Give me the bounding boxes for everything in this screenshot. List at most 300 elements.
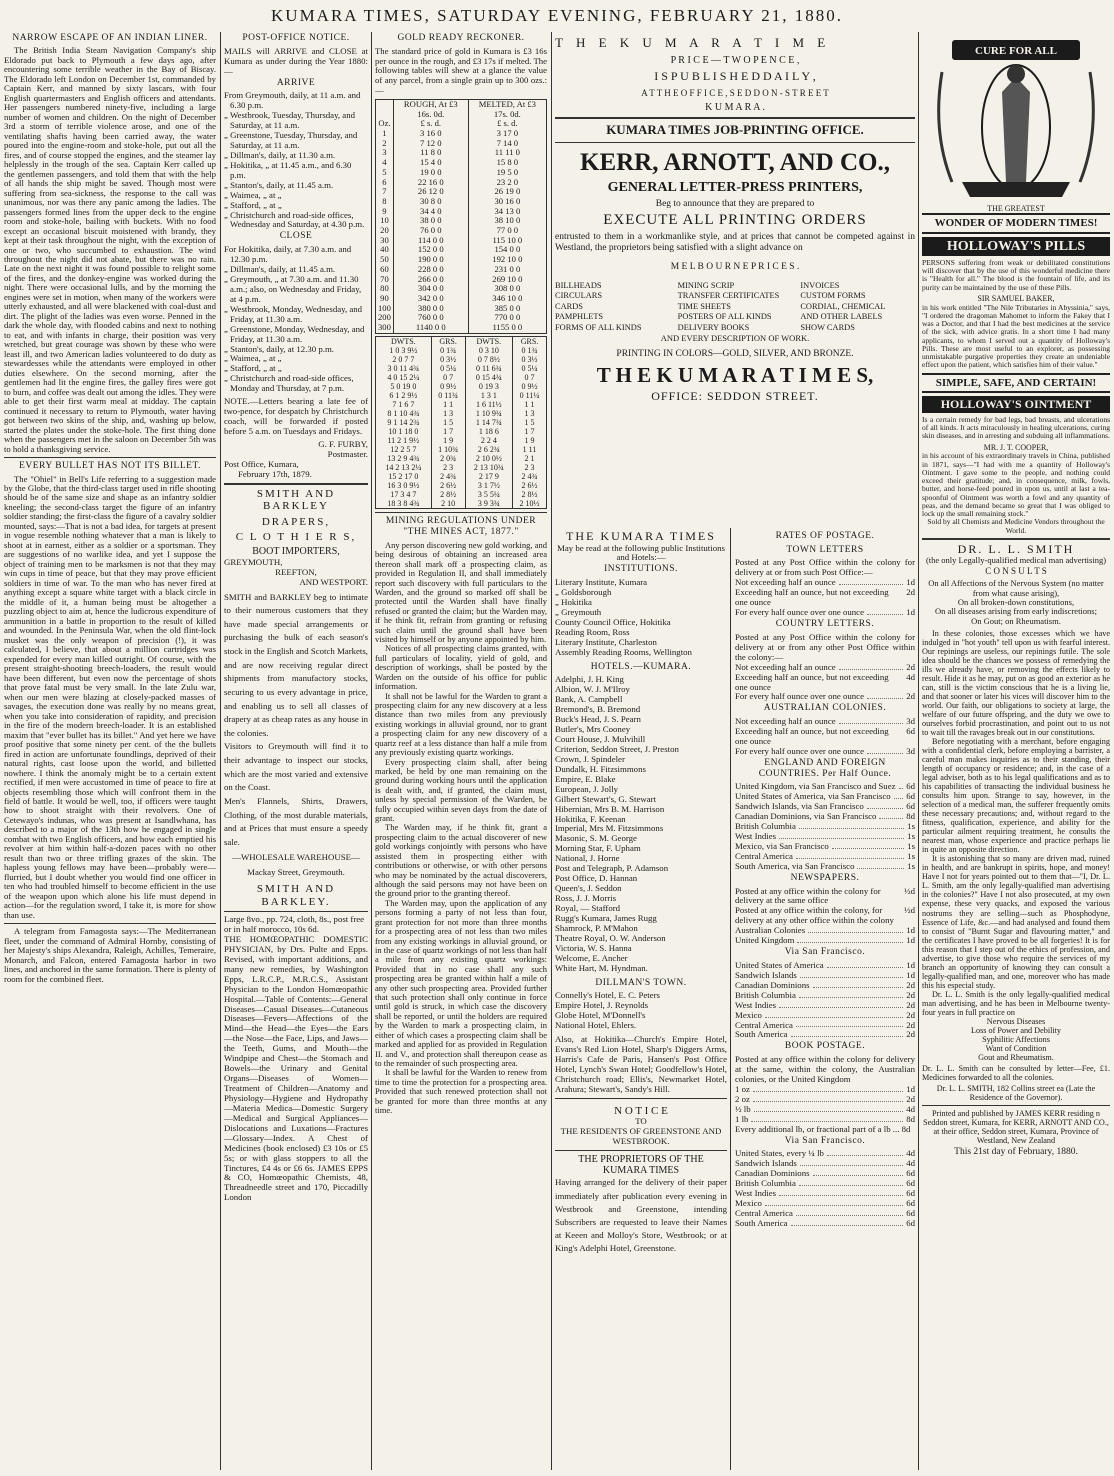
postage-title: RATES OF POSTAGE. (775, 531, 875, 541)
table-cell: 2 2 4 (465, 436, 513, 445)
arrive-list (224, 91, 368, 230)
mining-title: MINING REGULATIONS UNDER "THE MINES ACT, 1877." (385, 516, 537, 538)
rate-label: British Columbia (735, 1178, 796, 1189)
rate-label: Central America (735, 850, 793, 861)
rate-dots (800, 1159, 903, 1166)
arrive-item: „ Waimea, „ at „ (224, 189, 282, 200)
table-row (376, 294, 547, 304)
rate-dots (751, 1115, 903, 1122)
table-cell: 152 0 0 (393, 245, 468, 255)
mining-paragraph: It shall not be lawful for the Warden to grant a prospecting claim for any new discovery at a less distance than two miles from any previously existing workings in alluvial ground, nor to grant a prospecting claim for any new discovery of a quartz reef at a less distance than half a mile from any previously existing quartz workings. (375, 690, 547, 758)
print-item: TIME SHEETS (677, 301, 731, 311)
arrive-item: „ Hokitika, „ at 11.45 a.m., and 6.30 p.m. (224, 159, 352, 180)
table-cell: GRS. (513, 336, 547, 346)
mining-paragraph: The Warden may, if he think fit, grant a prospecting claim to the actual discoverer of new gold workings conjointly with persons who have assisted them in prospecting either with contributions or otherwise, or with other persons who may be nominated by the actual discoverers, although the said persons may not have been on the ground prior to the granting thereof. (375, 822, 547, 899)
mining-paragraph: It shall be lawful for the Warden to renew from time to time the protection for a prospecting area. Provided that such renewed protection shall not be granted for more than three months at any time. (375, 1067, 547, 1116)
rate-value: 6d (906, 791, 915, 802)
rate-value: 2d (906, 979, 915, 990)
hotel-item: Post Office, D. Hannan (555, 873, 638, 884)
rate-value: 4d (906, 1103, 915, 1114)
rate-label: West Indies (735, 1188, 777, 1199)
ad-line: C L O T H I E R S, (235, 530, 357, 543)
table-cell: 30 8 0 (393, 197, 468, 207)
table-row (376, 323, 547, 333)
item-grid (555, 281, 915, 332)
rate-label: Exceeding half an ounce, but not exceeding one ounce (735, 587, 889, 608)
table-cell: 19 5 0 (468, 168, 546, 178)
table-cell: 0 7 (513, 373, 547, 382)
table-cell: 15 4 0 (393, 158, 468, 168)
hotel-item: Rugg's Kumara, James Rugg (555, 912, 657, 923)
rate-row (735, 608, 915, 618)
table-row (376, 187, 547, 197)
close-item: „ Christchurch and road-side offices, Monday and Thursday, at 7 p.m. (224, 373, 354, 394)
table-row (376, 119, 547, 129)
rate-value: 6d (906, 1207, 915, 1218)
rate-dots (867, 802, 903, 809)
rate-value: 1s (907, 860, 915, 871)
table-cell: 2 6½ (431, 481, 465, 490)
table-row (376, 197, 547, 207)
table-cell: 15 2 17 0 (376, 472, 432, 481)
table-cell: 1 0 3 9½ (376, 346, 432, 355)
table-cell: 5 (376, 168, 394, 178)
institutions-list (555, 578, 727, 658)
baker-body: in his work entitled "The Nile Tributaries in Abyssinia," says, "I ordered the dragoman Mahomet to inform the Fakey that I was a Doctor, and that I had the best medicines at the service of the sick, with advice gratis. In a short time I had many applicants, to whom I served out a quantity of Holloway's Pills. These are most useful to an explorer, as possessing unmistakable purgative properties they create an undeniable effect upon the patient, which satisfies him of their value." (922, 302, 1110, 370)
table-cell: 22 16 0 (393, 178, 468, 188)
table-cell: 3 17 0 (468, 129, 546, 139)
table-cell: 2 8½ (513, 490, 547, 499)
table-cell: 18 3 8 4¾ (376, 499, 432, 509)
table-row (376, 418, 547, 427)
rate-dots (832, 842, 904, 849)
table-cell: 70 (376, 275, 394, 285)
town-letter-rates (735, 578, 915, 618)
job-printing-title: KUMARA TIMES JOB-PRINTING OFFICE. (606, 121, 864, 137)
table-cell: 50 (376, 255, 394, 265)
institution-item: Reading Room, Ross (555, 626, 630, 637)
rate-row (735, 906, 915, 926)
table-cell: 10 (376, 216, 394, 226)
table-cell: 1 1 (513, 400, 547, 409)
rate-dots (867, 747, 903, 754)
times-office: A T T H E O F F I C E , S E D D O N - S T R E E T (641, 87, 829, 98)
table-cell: 192 10 0 (468, 255, 546, 265)
ad-line: DRAPERS, (261, 515, 331, 528)
table-cell: 1155 0 0 (468, 323, 546, 333)
table-cell: 38 0 0 (393, 216, 468, 226)
rate-label: Mexico (735, 1198, 762, 1209)
hotel-item: Empire, E. Blake (555, 773, 616, 784)
country-letters-heading: COUNTRY LETTERS. (775, 619, 875, 630)
table-cell: 30 (376, 236, 394, 246)
table-cell: 1 3 1 (465, 391, 513, 400)
table-cell: 16 3 0 9½ (376, 481, 432, 490)
ad-line: REEFTON, (275, 566, 317, 577)
table-cell: 26 12 0 (393, 187, 468, 197)
institution-item: Literary Institute, Kumara (555, 577, 648, 588)
column-2 (224, 32, 368, 1470)
rate-label: Exceeding half an ounce, but not exceeding one ounce (735, 671, 889, 692)
rate-label: Not exceeding half an ounce (735, 577, 836, 588)
table-cell: 2 0 7 7 (376, 355, 432, 364)
table-cell: 1 3 (513, 409, 547, 418)
cure-banner: CURE FOR ALL (975, 45, 1057, 57)
column-4-top (555, 32, 915, 522)
institution-item: Literary Institute, Charleston (555, 636, 657, 647)
column-3 (375, 32, 547, 1470)
arrive-item: „ Christchurch and road-side offices, Wednesday and Saturday, at 4.30 p.m. (224, 209, 365, 230)
hotels-list (555, 675, 727, 973)
table-cell: 0 3½ (513, 355, 547, 364)
institution-item: „ Greymouth (555, 606, 602, 617)
cooper-body: in his account of his extraordinary travels in China, published in 1871, says—"I had with me a quantity of Holloway's Ointment. I gave some to the people, and nothing could exceed their gratitude; and, in consequence, milk, fowls, butter, and horse-feed poured in upon us, until at last a tea-spoonful of Ointment was worth a fowl and any quantity of peas, and the demand became so great that I was obliged to lock up the small remaining stock." (922, 451, 1110, 519)
dr-list-item: Nervous Diseases (986, 1016, 1046, 1026)
rate-value: 6d (906, 781, 915, 792)
table-cell: 8 (376, 197, 394, 207)
times-town: K U M A R A . (705, 101, 765, 113)
table-row (376, 454, 547, 463)
table-cell: 6 (376, 178, 394, 188)
table-cell: 0 7 8½ (465, 355, 513, 364)
rate-row (735, 588, 915, 608)
table-cell: 0 5¼ (431, 364, 465, 373)
print-item: DELIVERY BOOKS (677, 322, 750, 332)
table-row (376, 139, 547, 149)
entrusted-text: entrusted to them in a workmanlike style, and at prices that cannot be competed against in Westland, the proprietors being satisfied with a slight advance on (555, 232, 915, 254)
office-seddon: OFFICE: SEDDON STREET. (651, 389, 819, 404)
rate-value: 2d (906, 587, 915, 598)
table-cell: 200 (376, 313, 394, 323)
consult-line: On all diseases arising from early indiscretions; (935, 606, 1097, 617)
dillmans-list (555, 991, 727, 1031)
rate-dots (779, 1189, 903, 1196)
dr-list (922, 1017, 1110, 1062)
rate-row (735, 1105, 915, 1115)
rate-value: 1s (907, 840, 915, 851)
table-cell: 9 (376, 207, 394, 217)
hotel-item: Masonic, S. M. George (555, 833, 637, 844)
rate-row (735, 1219, 915, 1229)
rate-value: 6d (906, 1178, 915, 1189)
table-cell: 2 4¾ (431, 472, 465, 481)
ad-body: SMITH and BARKLEY beg to intimate to their numerous customers that they have made special arrangements or purchasing the bulk of each season's stock in the English and Scotch Markets, and are now receiving regular direct shipments from manufactory stocks, securing to us every advantage in price, and enabling us to sell all classes of drapery at as cheap rates as any house in the colonies. (224, 591, 368, 738)
notice-title: POST-OFFICE NOTICE. (242, 33, 350, 43)
mining-body (375, 541, 547, 1116)
holloways-ointment: HOLLOWAY'S OINTMENT (922, 396, 1110, 413)
table-cell: 77 0 0 (468, 226, 546, 236)
hotel-item: Victoria, W. S. Hanna (555, 942, 632, 953)
table-row (376, 129, 547, 139)
melted-heading: MELTED, At £3 17s. 0d. (468, 99, 546, 119)
rate-value: 6d (906, 726, 915, 737)
hotel-item: Buck's Head, J. S. Pearn (555, 714, 641, 725)
rate-value: 1d (906, 935, 915, 946)
rate-label: Exceeding half an ounce, but not exceeding one ounce (735, 726, 889, 746)
table-cell: 304 0 0 (393, 284, 468, 294)
close-item: „ Greymouth, „ at 7.30 a.m. and 11.30 a.m.; also, on Wednesday and Friday, at 4 p.m. (224, 273, 362, 304)
table-cell: 1 3 (431, 409, 465, 418)
table-cell: 5 0 19 0 (376, 382, 432, 391)
table-row (376, 355, 547, 364)
table-cell: 30 16 0 (468, 197, 546, 207)
beg-line: Beg to announce that they are prepared to (655, 198, 815, 209)
rate-label: West Indies (735, 831, 777, 842)
table-cell: 2 1 (513, 454, 547, 463)
rate-label: Not exceeding half an ounce (735, 716, 836, 727)
rate-row (735, 1030, 915, 1040)
table-cell: 8 1 10 4¾ (376, 409, 432, 418)
rate-label: United Kingdom (735, 935, 795, 946)
rate-value: 4d (906, 671, 915, 682)
notice-date: February 17th, 1879. (238, 468, 312, 479)
rate-label: 2 oz (735, 1093, 750, 1104)
rate-label: For every half ounce over one ounce (735, 691, 864, 702)
dillmans-heading: DILLMAN'S TOWN. (595, 977, 687, 988)
table-cell: 2 13 10¾ (465, 463, 513, 472)
execute-line: EXECUTE ALL PRINTING ORDERS (603, 212, 867, 229)
arrive-item: „ Stanton's, daily, at 11.45 a.m. (224, 179, 334, 190)
rate-row (735, 747, 915, 757)
via-sf2-heading: Via San Francisco. (784, 1135, 866, 1146)
table-cell: 11 8 0 (393, 148, 468, 158)
foreign-heading: ENGLAND AND FOREIGN COUNTRIES. Per Half Ounce. (758, 757, 892, 779)
table-cell: 0 1¾ (431, 346, 465, 355)
rate-label: Canadian Dominions (735, 979, 810, 990)
table-cell: 3 5 5¼ (465, 490, 513, 499)
institutions-heading: INSTITUTIONS. (604, 564, 678, 575)
masthead: KUMARA TIMES, SATURDAY EVENING, FEBRUARY 21, 1880. (271, 6, 843, 25)
article-body: The "Ohiel" in Bell's Life referring to a suggestion made by the Globe, that the third-class target used in rifle shooting should be of the same size and shape as an infantry soldier kneeling; the second-class target the figure of an infantry soldier standing; the first-class the figure of a cavalry soldier mounted, says:—That is not a bad idea, for targets at present in vogue resemble nothing whatever that a man is likely to shoot at in earnest, either as a soldier or a sportsman. They are suggestions of no warlike idea, and yet I suppose the object of training men to be marksmen is not that they may win cups in time of peace, but that they may prove efficient soldiers in time of war. To the man who has never fired at anything except a square white target with a black circle in the middle of it, a human being must be altogether a puzzling object to aim at, hence the ludicrous expenditure of ammunition in a battle in proportion to the result of killed and wounded. In the Peninsula War, when the old flint-lock musket was the only weapon of precision (!), it was calculated, I believe, that about a million cartridges was expended for every man killed outright. Of course, with the present straight-shooting breech-loaders, the result would have been different, but even now the percentage of shots that prove fatal must be very small. In the late Zulu war, when our men were blazing at closely-packed masses of savages, the execution done was really by no means great, when you take into consideration of rapidity, and precision in the fire of the modern breech-loader. It is an established maxim that "ever bullet has its billet." And yet here we have proof positive that some ninety per cent. of the the bullets fired in action are unfortunate foundlings, deprived of their natural rights, cast loose upon the world, and billetted nowhere. I think the anomaly might be to a certain extent rectified, if men were accustomed in time of peace to fire at objects resembling those which will confront them in the field of battle. It would be well, too, if officers were taught how to shoot straight with their revolvers. One of Cetewayo's indunas, who was present at Isandlwhana, has described to a major of the 13th how he engaged in single combat with two English officers, and how each emptied his revolver at him within half-a-dozen paces with no other result than two or three trifling grazes of the skin. The hapless young fellows may have been—probably were—flurried, but I doubt whether you would find one officer in ten who had troubled himself to become efficient in the use of the weapon upon which alone his life must depend in action—for the regulation sword, I take it, is more for show than use. (4, 473, 216, 920)
table-cell: 266 0 0 (393, 275, 468, 285)
arrive-item: „ Dillman's, daily, at 11.30 a.m. (224, 149, 336, 160)
table-row (376, 427, 547, 436)
rate-dots (779, 832, 904, 839)
table-cell: 0 1¾ (513, 346, 547, 355)
print-item: CARDS (555, 301, 583, 311)
rate-dots (799, 822, 904, 829)
hotel-item: Bremond's, B. Bremond (555, 704, 641, 715)
rate-label: United States, every ¼ lb (735, 1148, 824, 1159)
rate-label: British Columbia (735, 821, 796, 832)
rate-label: Canadian Dominions (735, 1168, 810, 1179)
hotel-item: Ross, J. J. Morris (555, 893, 617, 904)
rate-label: Posted at any office within the colony for delivery at the same office (735, 885, 881, 906)
hotel-item: Butler's, Mrs Cooney (555, 724, 631, 735)
rate-dots (813, 1169, 904, 1176)
table-cell: DWTS. (376, 336, 432, 346)
rate-dots (867, 692, 903, 699)
rate-value: 1s (907, 831, 915, 842)
table-cell: 20 (376, 226, 394, 236)
rate-value: 2d (906, 1019, 915, 1030)
rate-value: ½d (904, 885, 915, 896)
hotel-item: Albion, W. J. M'Ilroy (555, 684, 630, 695)
rate-label: Central America (735, 1207, 793, 1218)
arrive-item: „ Westbrook, Tuesday, Thursday, and Saturday, at 11 a.m. (224, 110, 355, 131)
table-cell: 1140 0 0 (393, 323, 468, 333)
table-row (376, 346, 547, 355)
rate-label: British Columbia (735, 989, 796, 1000)
table-cell: 100 (376, 304, 394, 314)
table-cell: 7 1 6 7 (376, 400, 432, 409)
proprietors-body: Having arranged for the delivery of their paper immediately after publication every evening in Westbrook and Greenstone, intending Subscribers are requested to leave their Names at Keeen and Molloy's Store, Westbrook; or at King's Adelphi Hotel, Greenstone. (555, 1177, 727, 1254)
column-5 (922, 32, 1110, 1470)
institutions-title: THE KUMARA TIMES (566, 530, 716, 543)
holloways-pills: HOLLOWAY'S PILLS (922, 237, 1110, 256)
rate-value: 6d (906, 1168, 915, 1179)
greatest: THE GREATEST (987, 203, 1045, 213)
rate-dots (827, 961, 904, 968)
table-cell: 308 0 0 (468, 284, 546, 294)
table-cell: 3 1 7½ (465, 481, 513, 490)
rate-value: 2d (906, 691, 915, 702)
rate-label: United Kingdom, via San Francisco and Suez (735, 781, 896, 792)
table-cell: 115 10 0 (468, 236, 546, 246)
rough-heading: ROUGH, At £3 16s. 0d. (393, 99, 468, 119)
table-cell: 1 6 11½ (465, 400, 513, 409)
table-cell: 190 0 0 (393, 255, 468, 265)
rate-value: 2d (906, 989, 915, 1000)
print-item: BILLHEADS (555, 280, 602, 290)
book-postage-intro: Posted at any office within the colony for delivery at the same, within the colony, the Australian colonies, or the United Kingdom (735, 1054, 915, 1084)
close-list (224, 245, 368, 394)
rate-row (735, 862, 915, 872)
notice-note: NOTE.—Letters bearing a late fee of two-pence, for despatch by Christchurch coach, will be forwarded if posted before 5 a.m. on Tuesdays and Fridays. (224, 396, 368, 437)
rate-value: 4d (906, 1158, 915, 1169)
australian-heading: AUSTRALIAN COLONIES. (763, 703, 887, 714)
table-cell: 3 (376, 148, 394, 158)
australian-rates (735, 717, 915, 757)
every-description: AND EVERY DESCRIPTION OF WORK. (660, 333, 810, 344)
table-cell: 0 19 3 (465, 382, 513, 391)
sold-by: Sold by all Chemists and Medicine Vendors throughout the World. (927, 517, 1105, 535)
dr-list-item: Want of Condition (985, 1043, 1047, 1053)
table-cell: 7 14 0 (468, 139, 546, 149)
rate-dots (799, 991, 903, 998)
hotel-item: Morning Star, F. Upham (555, 843, 641, 854)
rate-dots (800, 971, 903, 978)
rate-dots (839, 663, 904, 670)
table-row (376, 391, 547, 400)
table-cell: 2 8½ (431, 490, 465, 499)
rate-dots (813, 981, 904, 988)
rate-dots (779, 1001, 903, 1008)
table-cell: 1 1 (431, 400, 465, 409)
table-cell: 40 (376, 245, 394, 255)
ointment-body: Is a certain remedy for bad legs, bad breasts, and ulcerations of all kinds. It acts miraculously in healing ulcerations, curing skin diseases, and in arresting and subduing all inflammations. (922, 414, 1110, 441)
hotel-item: Theatre Royal, O. W. Anderson (555, 932, 666, 943)
print-item: TRANSFER CERTIFICATES (677, 291, 780, 301)
rate-dots (753, 1085, 903, 1092)
table-cell: 2 10 (431, 499, 465, 509)
book-postage-rates (735, 1085, 915, 1125)
close-item: „ Stafford, „ at „ (224, 363, 282, 374)
table-row (376, 499, 547, 509)
hotels-heading: HOTELS.—KUMARA. (590, 661, 692, 672)
print-item: CIRCULARS (555, 291, 603, 301)
book-ad-price: Large 8vo., pp. 724, cloth, 8s., post free or in half morocco, 10s 6d. (224, 914, 365, 935)
arrive-heading: ARRIVE (276, 77, 316, 88)
table-cell: 1 9 (513, 436, 547, 445)
rate-dots (839, 578, 904, 585)
table-cell: 90 (376, 294, 394, 304)
dr-smith-title: DR. L. L. SMITH (957, 541, 1075, 556)
newspapers-heading: NEWSPAPERS. (790, 872, 860, 883)
ad-body: Visitors to Greymouth will find it to their advantage to inspect our stocks, which are the most varied and extensive on the Coast. (224, 741, 368, 793)
ad-title: SMITH AND BARKLEY (256, 487, 336, 513)
table-cell: 3 0 11 4¾ (376, 364, 432, 373)
table-cell: 26 19 0 (468, 187, 546, 197)
rate-value: 1s (907, 821, 915, 832)
column-4a (555, 530, 727, 1470)
rate-value: ½d (904, 905, 915, 916)
table-row (376, 207, 547, 217)
table-row (376, 148, 547, 158)
rate-row (735, 1011, 915, 1021)
foreign-rates (735, 782, 915, 871)
rate-dots (765, 1011, 903, 1018)
consult-line: On Gout; on Rheumatism. (971, 615, 1061, 626)
print-item: POSTERS OF ALL KINDS (677, 312, 772, 322)
rate-dots (753, 1095, 903, 1102)
arrive-item: From Greymouth, daily, at 11 a.m. and 6.30 p.m. (224, 90, 361, 111)
rate-label: West Indies (735, 999, 777, 1010)
table-row (376, 373, 547, 382)
table-row (376, 382, 547, 391)
melbourne-prices: M E L B O U R N E P R I C E S . (670, 261, 800, 272)
table-cell: 2 6 2¾ (465, 445, 513, 454)
table-cell: 114 0 0 (393, 236, 468, 246)
kerr-title: KERR, ARNOTT, AND CO., (580, 148, 890, 176)
dillman-item: Empire Hotel, J. Reynolds (555, 1000, 649, 1011)
table-row (376, 481, 547, 490)
print-item: MINING SCRIP (677, 280, 735, 290)
rate-label: 1 oz (735, 1083, 750, 1094)
rate-value: 1d (906, 969, 915, 980)
article-title: NARROW ESCAPE OF AN INDIAN LINER. (12, 33, 208, 43)
rate-value: 2d (906, 661, 915, 672)
institution-item: „ Hokitika (555, 597, 592, 608)
rate-row (735, 692, 915, 702)
table-cell: 1 9 (431, 436, 465, 445)
hotel-item: Post and Telegraph, P. Adamson (555, 863, 669, 874)
hotel-item: European, J. Jolly (555, 783, 619, 794)
proprietors-title: THE PROPRIETORS OF THE KUMARA TIMES (578, 1153, 704, 1177)
table-row (376, 436, 547, 445)
arrive-item: „ Stafford, „ at „ (224, 199, 282, 210)
table-row (376, 236, 547, 246)
rate-value: 1d (906, 1083, 915, 1094)
print-item: CUSTOM FORMS (800, 291, 866, 301)
signature: G. F. FURBY, (318, 438, 368, 449)
institution-item: „ Goldsborough (555, 587, 612, 598)
table-cell: 2 4¾ (513, 472, 547, 481)
table-cell: 2 17 9 (465, 472, 513, 481)
rate-label: Mexico, via San Francisco (735, 840, 829, 851)
article-title: EVERY BULLET HAS NOT ITS BILLET. (19, 461, 201, 472)
rate-dots (827, 1149, 903, 1156)
rate-dots (796, 1021, 903, 1028)
print-item: INVOICES (800, 280, 840, 290)
book-postage-extra: Every additional lb, or fractional part of a lb ... 8d (735, 1123, 911, 1134)
rate-dots (765, 1199, 903, 1206)
table-row (376, 158, 547, 168)
rate-label: United States of America, via San Francisco (735, 791, 891, 802)
table-cell: 23 2 0 (468, 178, 546, 188)
cooper-heading: MR. J. T. COOPER, (983, 442, 1049, 452)
rate-value: 6d (906, 801, 915, 812)
